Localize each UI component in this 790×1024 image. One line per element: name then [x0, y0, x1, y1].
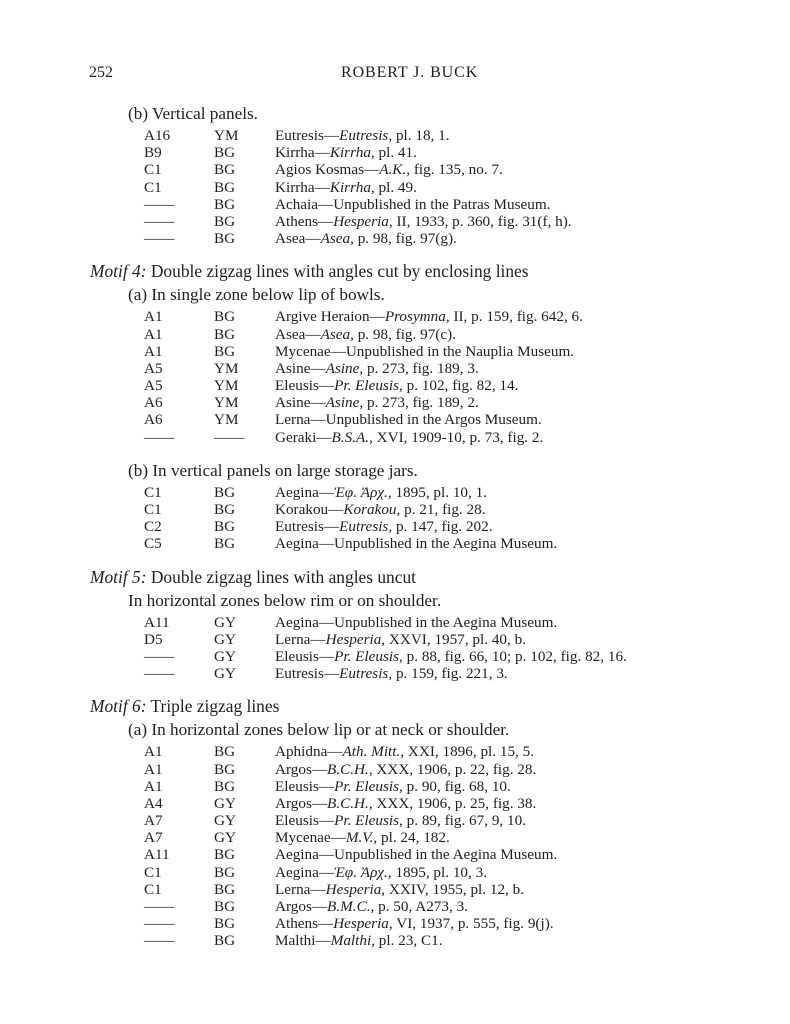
entry-list — [0, 614, 790, 683]
motif-heading-label: Motif 6: — [90, 696, 147, 717]
list-item — [0, 898, 790, 915]
entry-code: C2 — [144, 518, 162, 536]
entry-list — [0, 484, 790, 553]
list-item — [0, 394, 790, 411]
entry-site: Aegina—Unpublished in the Aegina Museum. — [275, 846, 558, 864]
entry-publication: Korakou — [343, 501, 397, 518]
entry-ware: BG — [214, 144, 236, 162]
entry-publication: Ἐφ. Ἀρχ. — [334, 863, 388, 881]
entry-site: Geraki— — [275, 428, 332, 446]
entry-reference — [275, 308, 790, 325]
entry-reference — [275, 127, 790, 144]
entry-site: Aegina— — [275, 863, 335, 881]
entry-code: —— — [144, 932, 175, 950]
entry-ware: YM — [214, 359, 239, 377]
list-item — [0, 614, 790, 631]
entry-site: Eleusis— — [275, 377, 335, 395]
entry-site: Malthi— — [275, 932, 331, 950]
entry-reference — [275, 161, 790, 178]
entry-ware: BG — [214, 178, 236, 196]
motif-heading-text: Triple zigzag lines — [146, 696, 280, 717]
entry-citation: , XXVI, 1957, pl. 40, b. — [381, 630, 526, 648]
entry-ware: BG — [214, 212, 236, 230]
entry-reference — [275, 778, 790, 795]
entry-reference — [275, 213, 790, 230]
entry-citation: , XXX, 1906, p. 25, fig. 38. — [368, 794, 537, 812]
motif-heading — [90, 567, 790, 588]
list-item — [0, 484, 790, 501]
list-item — [0, 846, 790, 863]
entry-publication: Pr. Eleusis — [334, 377, 400, 395]
entry-code: —— — [144, 428, 175, 446]
subheading: (a) In horizontal zones below lip or at neck or shoulder. — [128, 720, 510, 740]
entry-site: Korakou— — [275, 501, 344, 518]
entry-citation: , p. 98, fig. 97(g). — [350, 230, 457, 248]
entry-citation: , p. 159, fig. 221, 3. — [388, 665, 508, 683]
entry-site: Eutresis— — [275, 127, 340, 144]
entry-code: A7 — [144, 829, 163, 847]
entry-site: Athens— — [275, 212, 334, 230]
entry-code: C1 — [144, 483, 162, 501]
entry-publication: B.M.C. — [327, 898, 371, 915]
entry-ware: GY — [214, 630, 236, 648]
entry-citation: , XVI, 1909-10, p. 73, fig. 2. — [369, 428, 544, 446]
entry-reference — [275, 179, 790, 196]
entry-reference — [275, 196, 790, 213]
list-item — [0, 518, 790, 535]
entry-citation: , XXX, 1906, p. 22, fig. 28. — [368, 760, 537, 778]
entry-publication: Malthi — [330, 932, 372, 950]
list-item — [0, 778, 790, 795]
list-item — [0, 127, 790, 144]
list-item — [0, 795, 790, 812]
entry-site: Agios Kosmas— — [275, 161, 380, 179]
entry-citation: , p. 102, fig. 82, 14. — [399, 377, 519, 395]
entry-site: Argive Heraion— — [275, 308, 385, 326]
entry-code: A1 — [144, 743, 163, 761]
entry-ware: GY — [214, 665, 236, 683]
entry-reference — [275, 484, 790, 501]
entry-publication: Eutresis — [339, 665, 389, 683]
entry-code: A1 — [144, 760, 163, 778]
entry-list — [0, 127, 790, 247]
entry-publication: Ἐφ. Ἀρχ. — [334, 483, 388, 501]
entry-citation: , p. 98, fig. 97(c). — [350, 325, 456, 343]
list-item — [0, 230, 790, 247]
list-item — [0, 377, 790, 394]
entry-code: C1 — [144, 178, 162, 196]
motif-heading-label: Motif 4: — [90, 261, 147, 282]
entry-reference — [275, 846, 790, 863]
subheading: In horizontal zones below rim or on shoulder. — [128, 590, 442, 610]
entry-code: A6 — [144, 394, 163, 412]
entry-reference — [275, 326, 790, 343]
entry-site: Eutresis— — [275, 518, 340, 536]
entry-site: Aphidna— — [275, 743, 343, 761]
entry-code: C1 — [144, 501, 162, 518]
entry-code: A6 — [144, 411, 163, 429]
entry-reference — [275, 881, 790, 898]
entry-citation: , p. 273, fig. 189, 3. — [359, 359, 479, 377]
entry-citation: , pl. 49. — [370, 178, 417, 196]
entry-publication: Asea — [320, 230, 351, 248]
entry-citation: , II, 1933, p. 360, fig. 31(f, h). — [388, 212, 572, 230]
entry-code: A5 — [144, 359, 163, 377]
entry-ware: YM — [214, 127, 239, 144]
entry-publication: Eutresis — [339, 127, 389, 144]
entry-publication: A.K. — [379, 161, 407, 179]
entry-ware: BG — [214, 195, 236, 213]
entry-ware: BG — [214, 161, 236, 179]
entry-site: Argos— — [275, 898, 328, 915]
list-item — [0, 343, 790, 360]
entry-publication: Hesperia — [325, 880, 382, 898]
entry-publication: Hesperia — [333, 915, 389, 933]
list-item — [0, 915, 790, 932]
entry-site: Asea— — [275, 325, 321, 343]
entry-code: A16 — [144, 127, 171, 144]
entry-citation: , pl. 24, 182. — [373, 829, 450, 847]
entry-reference — [275, 429, 790, 446]
entry-code: A1 — [144, 777, 163, 795]
entry-publication: Pr. Eleusis — [334, 812, 400, 830]
entry-ware: BG — [214, 535, 236, 553]
list-item — [0, 864, 790, 881]
entry-code: A1 — [144, 325, 163, 343]
list-item — [0, 743, 790, 760]
motif-heading-text: Double zigzag lines with angles uncut — [146, 566, 417, 587]
entry-reference — [275, 932, 790, 949]
catalogue-section — [0, 261, 790, 446]
entry-site: Argos— — [275, 760, 328, 778]
entry-citation: , p. 88, fig. 66, 10; p. 102, fig. 82, 16. — [399, 647, 627, 665]
motif-heading — [90, 261, 790, 282]
entry-citation: , pl. 41. — [370, 144, 417, 162]
entry-site: Aegina— — [275, 483, 335, 501]
entry-reference — [275, 743, 790, 760]
entry-reference — [275, 648, 790, 665]
entry-site: Lerna— — [275, 630, 326, 648]
entry-citation: , 1895, pl. 10, 1. — [387, 483, 488, 501]
entry-ware: —— — [214, 428, 245, 446]
entry-code: A11 — [144, 613, 170, 631]
entry-reference — [275, 230, 790, 247]
entry-ware: BG — [214, 932, 236, 950]
catalogue-section — [0, 103, 790, 247]
list-item — [0, 360, 790, 377]
entry-ware: BG — [214, 308, 236, 326]
list-item — [0, 665, 790, 682]
entry-site: Asine— — [275, 394, 326, 412]
entry-site: Athens— — [275, 915, 334, 933]
entry-site: Mycenae— — [275, 829, 346, 847]
list-item — [0, 144, 790, 161]
entry-citation: , II, p. 159, fig. 642, 6. — [445, 308, 583, 326]
entry-code: C1 — [144, 863, 162, 881]
entry-publication: Asea — [320, 325, 351, 343]
entry-site: Achaia—Unpublished in the Patras Museum. — [275, 195, 551, 213]
entry-site: Kirrha— — [275, 144, 330, 162]
entry-publication: B.C.H. — [327, 760, 369, 778]
motif-heading — [90, 696, 790, 717]
entry-ware: BG — [214, 863, 236, 881]
entry-code: A5 — [144, 377, 163, 395]
entry-code: C1 — [144, 880, 162, 898]
entry-publication: Asine — [325, 359, 360, 377]
subheading: (a) In single zone below lip of bowls. — [128, 285, 385, 305]
entry-publication: Asine — [325, 394, 360, 412]
entry-reference — [275, 898, 790, 915]
entry-citation: , p. 89, fig. 67, 9, 10. — [399, 812, 527, 830]
entry-code: A1 — [144, 342, 163, 360]
entry-code: —— — [144, 898, 175, 915]
list-item — [0, 932, 790, 949]
list-item — [0, 429, 790, 446]
content-area — [0, 101, 790, 964]
entry-reference — [275, 614, 790, 631]
entry-citation: , 1895, pl. 10, 3. — [387, 863, 488, 881]
entry-ware: GY — [214, 647, 236, 665]
motif-heading-text: Double zigzag lines with angles cut by enclosing lines — [146, 261, 529, 282]
entry-publication: M.V. — [345, 829, 374, 847]
entry-ware: BG — [214, 230, 236, 248]
entry-ware: YM — [214, 411, 239, 429]
entry-code: C1 — [144, 161, 162, 179]
entry-reference — [275, 864, 790, 881]
entry-code: A4 — [144, 794, 163, 812]
entry-citation: , p. 273, fig. 189, 2. — [359, 394, 479, 412]
entry-ware: BG — [214, 342, 236, 360]
entry-reference — [275, 795, 790, 812]
list-item — [0, 161, 790, 178]
entry-site: Lerna—Unpublished in the Argos Museum. — [275, 411, 542, 429]
entry-ware: GY — [214, 613, 236, 631]
entry-publication: Kirrha — [329, 144, 371, 162]
entry-site: Asine— — [275, 359, 326, 377]
entry-publication: Eutresis — [339, 518, 389, 536]
entry-citation: , p. 90, fig. 68, 10. — [399, 777, 511, 795]
entry-reference — [275, 377, 790, 394]
entry-reference — [275, 761, 790, 778]
entry-citation: , pl. 18, 1. — [388, 127, 450, 144]
entry-site: Eleusis— — [275, 647, 335, 665]
entry-site: Aegina—Unpublished in the Aegina Museum. — [275, 613, 558, 631]
entry-reference — [275, 535, 790, 552]
entry-citation: , p. 21, fig. 28. — [396, 501, 486, 518]
entry-ware: BG — [214, 915, 236, 933]
list-item — [0, 411, 790, 428]
entry-reference — [275, 394, 790, 411]
list-item — [0, 881, 790, 898]
entry-ware: BG — [214, 501, 236, 518]
catalogue-section — [0, 567, 790, 683]
list-item — [0, 761, 790, 778]
entry-site: Lerna— — [275, 880, 326, 898]
entry-publication: Hesperia — [333, 212, 389, 230]
entry-ware: BG — [214, 325, 236, 343]
entry-code: A7 — [144, 812, 163, 830]
entry-site: Eutresis— — [275, 665, 340, 683]
entry-publication: Ath. Mitt. — [342, 743, 401, 761]
entry-reference — [275, 360, 790, 377]
entry-citation: , VI, 1937, p. 555, fig. 9(j). — [388, 915, 554, 933]
entry-ware: BG — [214, 760, 236, 778]
running-title: ROBERT J. BUCK — [341, 64, 479, 81]
entry-citation: , XXIV, 1955, pl. 12, b. — [381, 880, 525, 898]
entry-citation: , p. 147, fig. 202. — [388, 518, 493, 536]
entry-site: Aegina—Unpublished in the Aegina Museum. — [275, 535, 558, 553]
list-item — [0, 812, 790, 829]
entry-ware: BG — [214, 518, 236, 536]
list-item — [0, 196, 790, 213]
entry-ware: YM — [214, 377, 239, 395]
entry-citation: , fig. 135, no. 7. — [406, 161, 503, 179]
entry-list — [0, 308, 790, 446]
list-item — [0, 326, 790, 343]
entry-code: A11 — [144, 846, 170, 864]
entry-site: Eleusis— — [275, 777, 335, 795]
list-item — [0, 179, 790, 196]
subheading: (b) Vertical panels. — [128, 104, 258, 123]
list-item — [0, 631, 790, 648]
motif-heading-label: Motif 5: — [90, 566, 147, 587]
entry-ware: BG — [214, 743, 236, 761]
entry-site: Kirrha— — [275, 178, 330, 196]
entry-citation: , XXI, 1896, pl. 15, 5. — [400, 743, 535, 761]
list-item — [0, 213, 790, 230]
entry-publication: Pr. Eleusis — [334, 647, 400, 665]
entry-site: Mycenae—Unpublished in the Nauplia Museum. — [275, 342, 575, 360]
list-item — [0, 535, 790, 552]
entry-reference — [275, 665, 790, 682]
entry-code: —— — [144, 647, 175, 665]
entry-code: A1 — [144, 308, 163, 326]
subheading: (b) In vertical panels on large storage jars. — [128, 460, 418, 480]
list-item — [0, 308, 790, 325]
entry-publication: Kirrha — [329, 178, 371, 196]
entry-code: B9 — [144, 144, 162, 162]
entry-code: C5 — [144, 535, 162, 553]
catalogue-section — [0, 696, 790, 949]
entry-ware: BG — [214, 777, 236, 795]
entry-ware: GY — [214, 794, 236, 812]
entry-code: —— — [144, 915, 175, 933]
entry-reference — [275, 812, 790, 829]
entry-reference — [275, 144, 790, 161]
entry-ware: GY — [214, 829, 236, 847]
entry-code: D5 — [144, 630, 163, 648]
entry-ware: BG — [214, 898, 236, 915]
entry-ware: BG — [214, 483, 236, 501]
entry-citation: , p. 50, A273, 3. — [370, 898, 468, 915]
entry-reference — [275, 501, 790, 518]
entry-code: —— — [144, 212, 175, 230]
entry-reference — [275, 631, 790, 648]
entry-publication: Prosymna — [384, 308, 446, 326]
entry-publication: B.C.H. — [327, 794, 369, 812]
entry-reference — [275, 829, 790, 846]
entry-ware: GY — [214, 812, 236, 830]
list-item — [0, 648, 790, 665]
entry-publication: Pr. Eleusis — [334, 777, 400, 795]
entry-ware: BG — [214, 880, 236, 898]
page-number: 252 — [89, 64, 113, 81]
entry-ware: YM — [214, 394, 239, 412]
list-item — [0, 829, 790, 846]
entry-list — [0, 743, 790, 949]
entry-reference — [275, 915, 790, 932]
catalogue-section — [0, 460, 790, 553]
entry-code: —— — [144, 195, 175, 213]
entry-ware: BG — [214, 846, 236, 864]
entry-citation: , pl. 23, C1. — [371, 932, 443, 950]
entry-reference — [275, 343, 790, 360]
entry-publication: Hesperia — [325, 630, 382, 648]
entry-site: Argos— — [275, 794, 328, 812]
entry-code: —— — [144, 230, 175, 248]
entry-code: —— — [144, 665, 175, 683]
entry-reference — [275, 411, 790, 428]
entry-site: Eleusis— — [275, 812, 335, 830]
entry-site: Asea— — [275, 230, 321, 248]
list-item — [0, 501, 790, 518]
entry-publication: B.S.A. — [331, 428, 370, 446]
entry-reference — [275, 518, 790, 535]
